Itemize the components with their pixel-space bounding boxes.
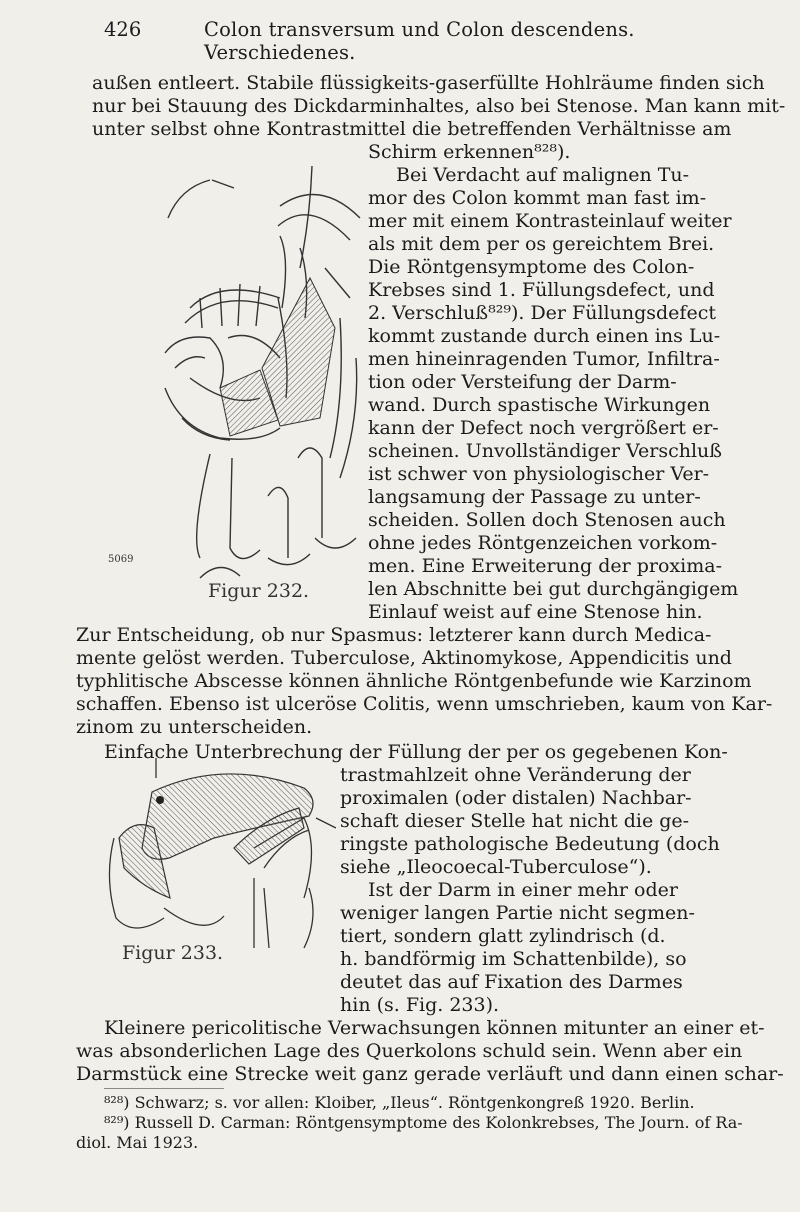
text-line: men. Eine Erweiterung der proxima- xyxy=(368,555,722,577)
text-line: len Abschnitte bei gut durchgängigem xyxy=(368,578,739,600)
text-line: schaft dieser Stelle hat nicht die ge- xyxy=(340,810,690,832)
text-line: Kleinere pericolitische Verwachsungen können mitunter an einer et- xyxy=(104,1017,765,1039)
text-line: trastmahlzeit ohne Veränderung der xyxy=(340,764,691,786)
text-line: kommt zustande durch einen ins Lu- xyxy=(368,325,721,347)
text-line: Zur Entscheidung, ob nur Spasmus: letzterer kann durch Medica- xyxy=(76,624,712,646)
text-line: Einlauf weist auf eine Stenose hin. xyxy=(368,601,703,623)
text-line: mente gelöst werden. Tuberculose, Aktinomykose, Appendicitis und xyxy=(76,647,732,669)
text-line: Bei Verdacht auf malignen Tu- xyxy=(396,164,690,186)
text-line: Darmstück eine Strecke weit ganz gerade verläuft und dann einen schar- xyxy=(76,1063,784,1085)
figure-232-plate-number: 5069 xyxy=(108,554,134,565)
footnote: ⁸²⁸) Schwarz; s. vor allen: Kloiber, „Ileus“. Röntgenkongreß 1920. Berlin. xyxy=(104,1093,695,1112)
text-line: men hineinragenden Tumor, Infiltra- xyxy=(368,348,720,370)
text-line: tion oder Versteifung der Darm- xyxy=(368,371,677,393)
text-line: ist schwer von physiologischer Ver- xyxy=(368,463,710,485)
text-line: Ist der Darm in einer mehr oder xyxy=(368,879,678,901)
text-line: mer mit einem Kontrasteinlauf weiter xyxy=(368,210,732,232)
figure-232-caption: Figur 232. xyxy=(208,580,310,602)
figure-232-illustration xyxy=(160,158,366,586)
text-line: scheinen. Unvollständiger Verschluß xyxy=(368,440,722,462)
running-header xyxy=(104,12,754,64)
text-line: typhlitische Abscesse können ähnliche Röntgenbefunde wie Karzinom xyxy=(76,670,752,692)
text-line: proximalen (oder distalen) Nachbar- xyxy=(340,787,692,809)
footnote: diol. Mai 1923. xyxy=(76,1133,199,1152)
text-line: wand. Durch spastische Wirkungen xyxy=(368,394,711,416)
text-line: tiert, sondern glatt zylindrisch (d. xyxy=(340,925,666,947)
footnote-rule xyxy=(104,1088,224,1089)
text-line: langsamung der Passage zu unter- xyxy=(368,486,701,508)
text-line: als mit dem per os gereichtem Brei. xyxy=(368,233,715,255)
running-title: Colon transversum und Colon descendens. Verschiedenes. xyxy=(204,18,635,64)
text-line: mor des Colon kommt man fast im- xyxy=(368,187,707,209)
text-line: ohne jedes Röntgenzeichen vorkom- xyxy=(368,532,718,554)
footnote: ⁸²⁹) Russell D. Carman: Röntgensymptome des Kolonkrebses, The Journ. of Ra- xyxy=(104,1113,743,1132)
figure-233-caption: Figur 233. xyxy=(122,942,224,964)
text-line: hin (s. Fig. 233). xyxy=(340,994,500,1016)
text-line: was absonderlichen Lage des Querkolons schuld sein. Wenn aber ein xyxy=(76,1040,743,1062)
text-line: weniger langen Partie nicht segmen- xyxy=(340,902,695,924)
text-line: scheiden. Sollen doch Stenosen auch xyxy=(368,509,726,531)
figure-233-illustration xyxy=(104,738,336,966)
text-line: Die Röntgensymptome des Colon- xyxy=(368,256,695,278)
text-line: deutet das auf Fixation des Darmes xyxy=(340,971,683,993)
text-line: 2. Verschluß⁸²⁹). Der Füllungsdefect xyxy=(368,302,716,324)
text-line: Einfache Unterbrechung der Füllung der per os gegebenen Kon- xyxy=(104,741,728,763)
text-line: siehe „Ileocoecal-Tuberculose“). xyxy=(340,856,652,878)
text-line: Krebses sind 1. Füllungsdefect, und xyxy=(368,279,715,301)
text-line: außen entleert. Stabile flüssigkeits-gaserfüllte Hohlräume finden sich xyxy=(92,72,765,94)
text-line: nur bei Stauung des Dickdarminhaltes, also bei Stenose. Man kann mit- xyxy=(92,95,786,117)
text-line: kann der Defect noch vergrößert er- xyxy=(368,417,719,439)
text-line: zinom zu unterscheiden. xyxy=(76,716,313,738)
page-number: 426 xyxy=(104,18,142,41)
text-line: unter selbst ohne Kontrastmittel die betreffenden Verhältnisse am xyxy=(92,118,732,140)
text-line: ringste pathologische Bedeutung (doch xyxy=(340,833,720,855)
text-line: h. bandförmig im Schattenbilde), so xyxy=(340,948,687,970)
text-line: Schirm erkennen⁸²⁸). xyxy=(368,141,571,163)
text-line: schaffen. Ebenso ist ulceröse Colitis, wenn umschrieben, kaum von Kar- xyxy=(76,693,773,715)
